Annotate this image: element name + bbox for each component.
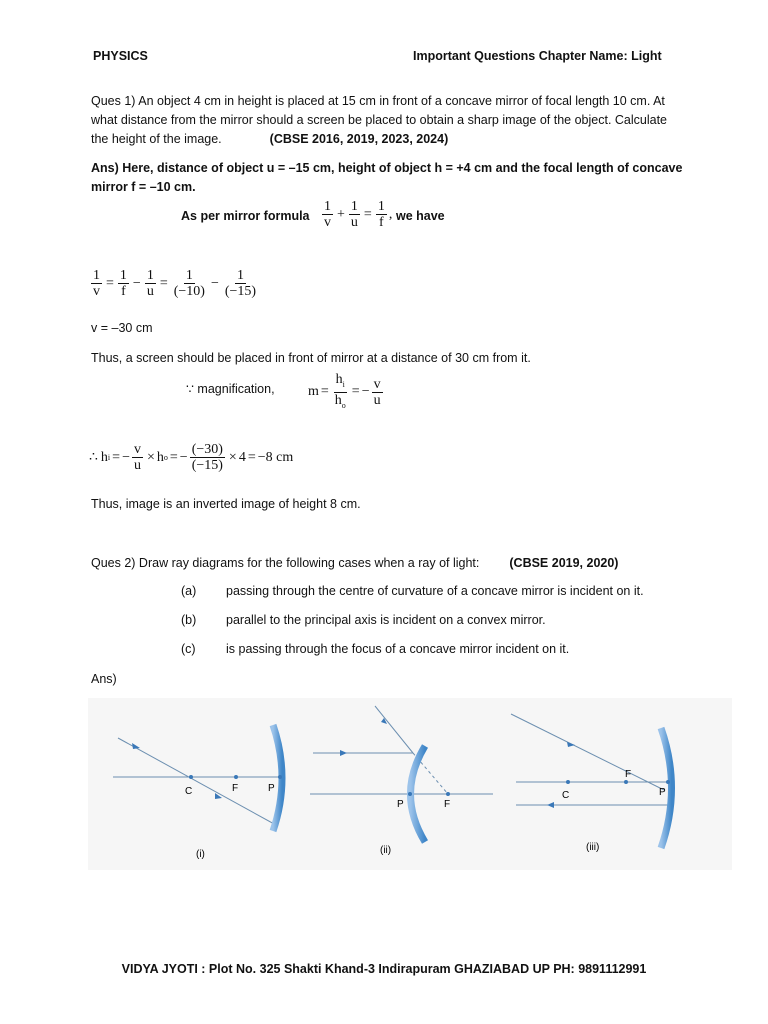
caption-iii: (iii)	[586, 842, 600, 853]
q1-line-2: what distance from the mirror should a screen be placed to obtain a sharp image of the object. Calculate	[91, 113, 668, 127]
svg-text:P: P	[659, 787, 666, 798]
caption-i: (i)	[196, 849, 205, 860]
q2-ans-label: Ans)	[91, 672, 117, 686]
svg-text:P: P	[397, 799, 404, 810]
caption-ii: (ii)	[380, 845, 392, 856]
ray-diagrams	[88, 698, 732, 870]
q2-question: Ques 2) Draw ray diagrams for the following cases when a ray of light: (CBSE 2019, 2020)	[91, 556, 619, 570]
subject-heading: PHYSICS	[93, 49, 148, 63]
v-result: v = –30 cm	[91, 321, 153, 335]
mirror-formula-label: As per mirror formula	[181, 209, 310, 223]
q2-cbse-tag: (CBSE 2019, 2020)	[509, 556, 619, 570]
footer-address: VIDYA JYOTI : Plot No. 325 Shakti Khand-3 Indirapuram GHAZIABAD UP PH: 9891112991	[121, 962, 647, 976]
magnification-label: ∵ magnification,	[186, 382, 275, 396]
a1-line-1: Ans) Here, distance of object u = –15 cm, height of object h = +4 cm and the focal length of concave	[91, 161, 683, 175]
svg-text:C: C	[562, 790, 570, 801]
q1-line-3: the height of the image. (CBSE 2016, 2019, 2023, 2024)	[91, 132, 449, 146]
image-height-calc: ∴ h i = − $\frac{v}{u}$ × h o = − $\frac{(-30)}{(-15)}$ × 4 = −8 cm	[89, 442, 294, 473]
q1-cbse-tag: (CBSE 2016, 2019, 2023, 2024)	[269, 132, 449, 146]
svg-text:C: C	[185, 786, 193, 797]
svg-text:F: F	[444, 799, 451, 810]
q1-line-1: Ques 1) An object 4 cm in height is placed at 15 cm in front of a concave mirror of focal length 10 cm. At	[91, 94, 665, 108]
chapter-heading: Important Questions Chapter Name: Light	[413, 49, 662, 63]
mirror-formula: $\frac{1}{v}$ + $\frac{1}{u}$ = $\frac{1}{f}$ ,	[324, 199, 393, 230]
svg-text:F: F	[232, 783, 239, 794]
a1-line-2: mirror f = –10 cm.	[91, 180, 196, 194]
conclusion-text: Thus, image is an inverted image of height 8 cm.	[91, 497, 361, 511]
we-have-label: we have	[396, 209, 445, 223]
svg-text:F: F	[625, 769, 632, 780]
screen-distance-text: Thus, a screen should be placed in front of mirror at a distance of 30 cm from it.	[91, 351, 531, 365]
svg-text:P: P	[268, 783, 275, 794]
lens-calc-equation: $\frac{1}{v}$ = $\frac{1}{f}$ − $\frac{1}{u}$ = $\frac{1}{(-10)}$ − $\frac{1}{(-15)}$	[93, 268, 257, 299]
magnification-formula: m = $\frac{h_i}{h_o}$ = − $\frac{v}{u}$	[308, 372, 381, 410]
